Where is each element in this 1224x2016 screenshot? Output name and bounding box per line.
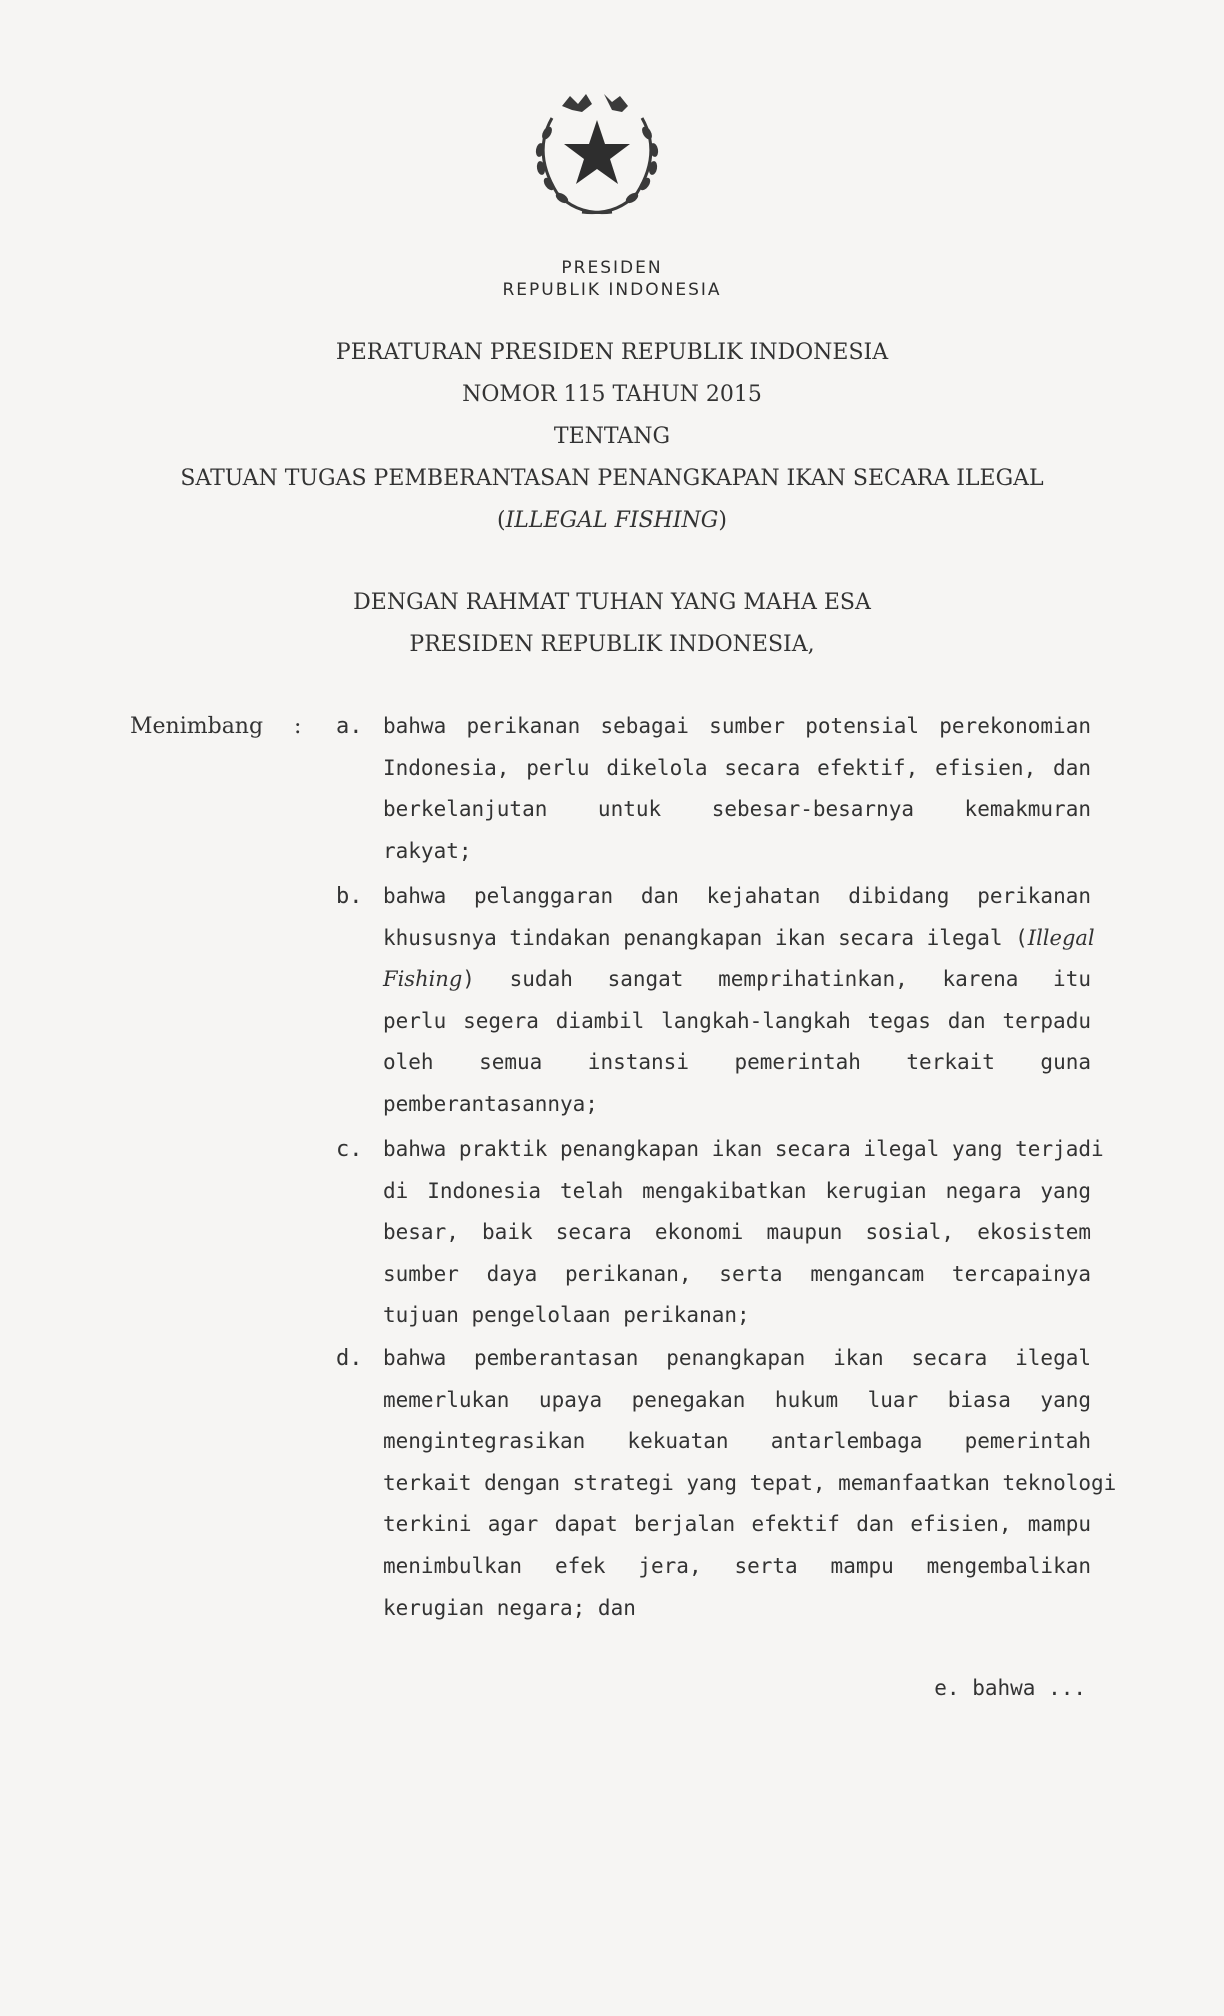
title-line-regulation: PERATURAN PRESIDEN REPUBLIK INDONESIA xyxy=(335,340,889,365)
state-emblem-icon xyxy=(522,78,672,228)
item-d-line: menimbulkan efek jera, serta mampu mengembalikan xyxy=(383,1553,1091,1578)
continuation-marker: e. bahwa ... xyxy=(934,1676,1086,1700)
header-presiden: PRESIDEN xyxy=(561,258,663,278)
title-line-subject: SATUAN TUGAS PEMBERANTASAN PENANGKAPAN IKAN SECARA ILEGAL xyxy=(180,466,1044,491)
item-c-letter: c. xyxy=(336,1137,363,1162)
item-b-line-text: khususnya tindakan penangkapan ikan secara ilegal ( xyxy=(383,925,1028,950)
fishing-term: Fishing xyxy=(383,967,463,992)
menimbang-colon: : xyxy=(294,714,302,739)
item-c-line: sumber daya perikanan, serta mengancam tercapainya xyxy=(383,1261,1091,1286)
illegal-term: Illegal xyxy=(1027,925,1095,950)
item-d-line: memerlukan upaya penegakan hukum luar biasa yang xyxy=(383,1387,1091,1412)
item-b-line: pemberantasannya; xyxy=(383,1091,598,1116)
item-b-line xyxy=(383,918,1095,960)
item-d-letter: d. xyxy=(336,1346,363,1371)
item-a-line: rakyat; xyxy=(383,838,472,863)
item-c-line: bahwa praktik penangkapan ikan secara ilegal yang terjadi xyxy=(383,1137,1104,1161)
item-d-line: terkait dengan strategi yang tepat, memanfaatkan teknologi xyxy=(383,1470,1117,1495)
item-a-text xyxy=(383,706,1091,872)
paren-close: ) xyxy=(718,508,727,533)
item-a-letter: a. xyxy=(336,714,363,739)
item-b-letter: b. xyxy=(336,884,363,909)
item-a-line: berkelanjutan untuk sebesar-besarnya kemakmuran xyxy=(383,797,1091,822)
item-c-line: di Indonesia telah mengakibatkan kerugian negara yang xyxy=(383,1178,1091,1203)
item-d-text xyxy=(383,1338,1117,1629)
title-line-tentang: TENTANG xyxy=(553,424,671,449)
item-d-line: terkini agar dapat berjalan efektif dan efisien, mampu xyxy=(383,1512,1091,1537)
paren-open: ( xyxy=(497,508,506,533)
item-d-line: kerugian negara; dan xyxy=(383,1595,636,1620)
item-a-line: Indonesia, perlu dikelola secara efektif, efisien, dan xyxy=(383,755,1091,780)
item-a-line: bahwa perikanan sebagai sumber potensial perekonomian xyxy=(383,714,1091,738)
item-d-line: mengintegrasikan kekuatan antarlembaga pemerintah xyxy=(383,1429,1091,1454)
title-line-number: NOMOR 115 TAHUN 2015 xyxy=(462,382,762,407)
item-b-line xyxy=(383,959,1091,1001)
item-d-line: bahwa pemberantasan penangkapan ikan secara ilegal xyxy=(383,1346,1091,1370)
title-line-illegal-fishing xyxy=(0,508,1224,533)
item-b-line: perlu segera diambil langkah-langkah tegas dan terpadu xyxy=(383,1008,1091,1033)
item-b-line-text: ) sudah sangat memprihatinkan, karena itu xyxy=(462,967,1091,992)
header-republik-indonesia: REPUBLIK INDONESIA xyxy=(502,280,722,300)
preamble-line-2: PRESIDEN REPUBLIK INDONESIA, xyxy=(409,632,815,657)
item-c-text xyxy=(383,1129,1104,1337)
item-b-text xyxy=(383,876,1095,1126)
item-b-line: bahwa pelanggaran dan kejahatan dibidang perikanan xyxy=(383,884,1091,908)
item-c-line: besar, baik secara ekonomi maupun sosial, ekosistem xyxy=(383,1220,1091,1245)
preamble-line-1: DENGAN RAHMAT TUHAN YANG MAHA ESA xyxy=(353,590,871,615)
illegal-fishing-term: ILLEGAL FISHING xyxy=(505,508,719,533)
item-b-line: oleh semua instansi pemerintah terkait guna xyxy=(383,1050,1091,1075)
menimbang-label: Menimbang xyxy=(130,714,264,739)
item-c-line: tujuan pengelolaan perikanan; xyxy=(383,1303,750,1328)
